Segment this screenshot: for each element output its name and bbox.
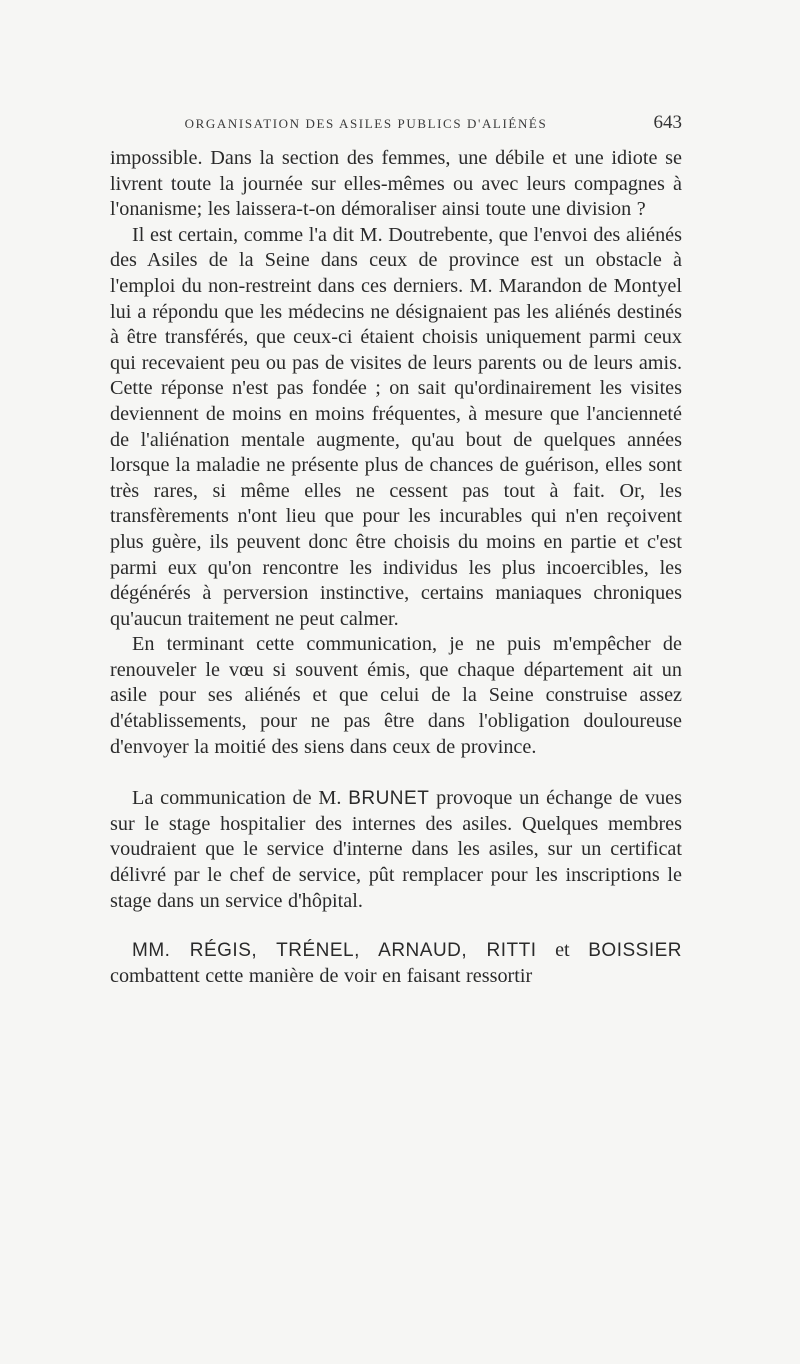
running-title: ORGANISATION DES ASILES PUBLICS D'ALIÉNÉS	[184, 116, 548, 131]
discussant-last-name: BOISSIER	[588, 940, 682, 962]
paragraph-brunet	[110, 786, 682, 914]
running-header	[110, 112, 682, 136]
body-text	[110, 146, 682, 989]
discussant-rest: combattent cette manière de voir en faisant ressortir	[110, 964, 533, 987]
paragraph-discussants	[110, 938, 682, 989]
paragraph-conclusion: En terminant cette communication, je ne puis m'empêcher de renouveler le vœu si souvent émis, que chaque département ait un asile pour ses aliénés et que celui de la Seine construise assez d'établissements, pour ne pas être dans l'obligation douloureuse d'envoyer la moitié des siens dans ceux de province.	[110, 633, 682, 758]
paragraph-doutrebente: Il est certain, comme l'a dit M. Doutrebente, que l'envoi des aliénés des Asiles de la Seine dans ceux de province est un obstacle à l'emploi du non-restreint dans ces derniers. M. Marandon de Montyel lui a répondu que les médecins ne désignaient pas les aliénés destinés à être transférés, que ceux-ci étaient choisis uniquement parmi ceux qui recevaient peu ou pas de visites de leurs parents ou de leurs amis. Cette réponse n'est pas fondée ; on sait qu'ordinairement les visites deviennent de moins en moins fréquentes, à mesure que l'ancienneté de l'aliénation mentale augmente, qu'au bout de quelques années lorsque la maladie ne présente plus de chances de guérison, elles sont très rares, si même elles ne cessent pas tout à fait. Or, les transfèrements n'ont lieu que pour les incurables qui n'en reçoivent plus guère, ils peuvent donc être choisis du moins en partie et c'est parmi eux qu'on rencontre les individus les plus incoercibles, les dégénérés à perversion instinctive, certains maniaques chroniques qu'aucun traitement ne peut calmer.	[110, 223, 682, 630]
brunet-name: BRUNET	[348, 788, 430, 810]
page-number: 643	[653, 112, 682, 133]
paragraph-continuation: impossible. Dans la section des femmes, une débile et une idiote se livrent toute la journée sur elles-mêmes ou avec leurs compagnes à l'onanisme; les laissera-t-on démoraliser ainsi toute une division ?	[110, 147, 682, 221]
discussant-conjunction: et	[536, 939, 589, 962]
discussant-names: MM. RÉGIS, TRÉNEL, ARNAUD, RITTI	[132, 940, 537, 962]
brunet-rest: provoque un échange de vues sur le stage hospitalier des internes des asiles. Quelques membres voudraient que le service d'interne dans les asiles, sur un certificat délivré par le chef de service, pût remplacer pour les inscriptions le stage dans un service d'hôpital.	[110, 787, 682, 912]
brunet-lead: La communication de M.	[132, 787, 349, 810]
